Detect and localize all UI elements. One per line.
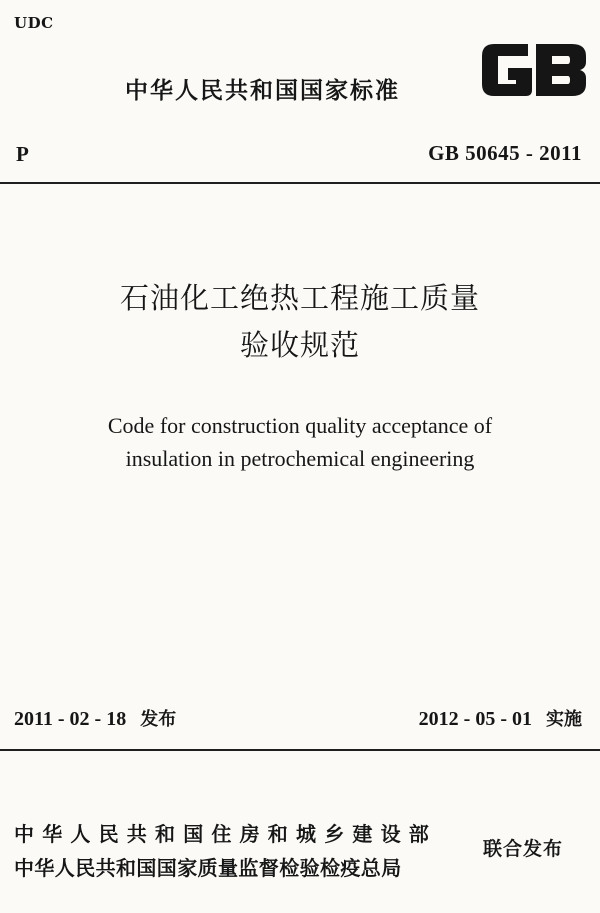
issue-label: 发布 xyxy=(140,709,177,730)
udc-label: UDC xyxy=(14,14,54,32)
implementation-date: 2012 - 05 - 01 xyxy=(418,708,532,730)
issue-date-block xyxy=(14,705,176,731)
joint-publication-label: 联合发布 xyxy=(483,838,564,860)
publisher-ministry: 中华人民共和国住房和城乡建设部 xyxy=(14,822,437,846)
chinese-title-line-1: 石油化工绝热工程施工质量 xyxy=(119,281,480,315)
issue-date: 2011 - 02 - 18 xyxy=(14,708,127,730)
implementation-label: 实施 xyxy=(546,709,582,730)
national-standard-title: 中华人民共和国国家标准 xyxy=(125,78,400,104)
category-code: P xyxy=(16,142,29,166)
english-title-line-2: insulation in petrochemical engineering xyxy=(125,446,475,471)
implementation-date-block xyxy=(419,705,582,731)
gb-logo xyxy=(476,36,591,104)
chinese-title-line-2: 验收规范 xyxy=(239,328,360,362)
english-title-line-1: Code for construction quality acceptance of xyxy=(107,413,493,438)
footer-divider xyxy=(0,749,600,751)
header-divider xyxy=(0,182,600,184)
publisher-aqsiq: 中华人民共和国国家质量监督检验检疫总局 xyxy=(14,856,402,880)
standard-number: GB 50645 - 2011 xyxy=(428,141,582,165)
